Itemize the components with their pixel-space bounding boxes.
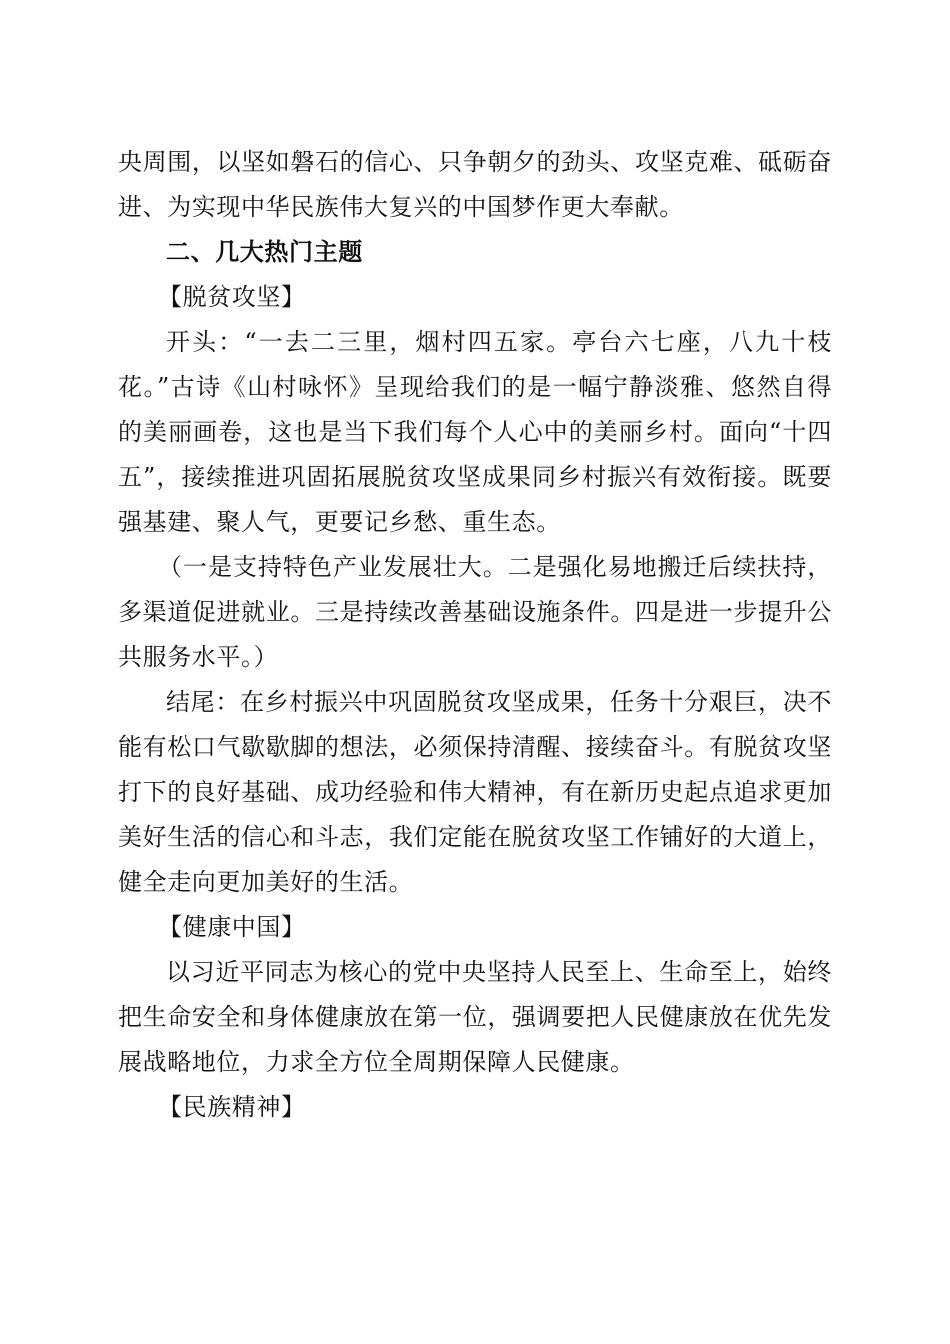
paragraph-continuation: 央周围，以坚如磐石的信心、只争朝夕的劲头、攻坚克难、砥砺奋进、为实现中华民族伟大复兴的中国梦作更大奉献。 [118, 148, 832, 221]
document-body [118, 140, 832, 1130]
paragraph-points: （一是支持特色产业发展壮大。二是强化易地搬迁后续扶持，多渠道促进就业。三是持续改善基础设施条件。四是进一步提升公共服务水平。） [118, 553, 832, 671]
section-heading: 二、几大热门主题 [166, 238, 363, 266]
paragraph-opening: 开头：“一去二三里，烟村四五家。亭台六七座，八九十枝花。”古诗《山村咏怀》呈现给我们的是一幅宁静淡雅、悠然自得的美丽画卷，这也是当下我们每个人心中的美丽乡村。面向“十四五”，接续推进巩固拓展脱贫攻坚成果同乡村振兴有效衔接。既要强基建、聚人气，更要记乡愁、重生态。 [118, 328, 832, 536]
paragraph-health: 以习近平同志为核心的党中央坚持人民至上、生命至上，始终把生命安全和身体健康放在第一位，强调要把人民健康放在优先发展战略地位，力求全方位全周期保障人民健康。 [118, 958, 832, 1076]
subheading-national-spirit: 【民族精神】 [158, 1093, 306, 1121]
subheading-healthy-china: 【健康中国】 [158, 913, 306, 941]
subheading-poverty-alleviation: 【脱贫攻坚】 [158, 283, 306, 311]
paragraph-ending: 结尾：在乡村振兴中巩固脱贫攻坚成果，任务十分艰巨，决不能有松口气歇歇脚的想法，必须保持清醒、接续奋斗。有脱贫攻坚打下的良好基础、成功经验和伟大精神，有在新历史起点追求更加美好生活的信心和斗志，我们定能在脱贫攻坚工作铺好的大道上，健全走向更加美好的生活。 [118, 688, 832, 896]
